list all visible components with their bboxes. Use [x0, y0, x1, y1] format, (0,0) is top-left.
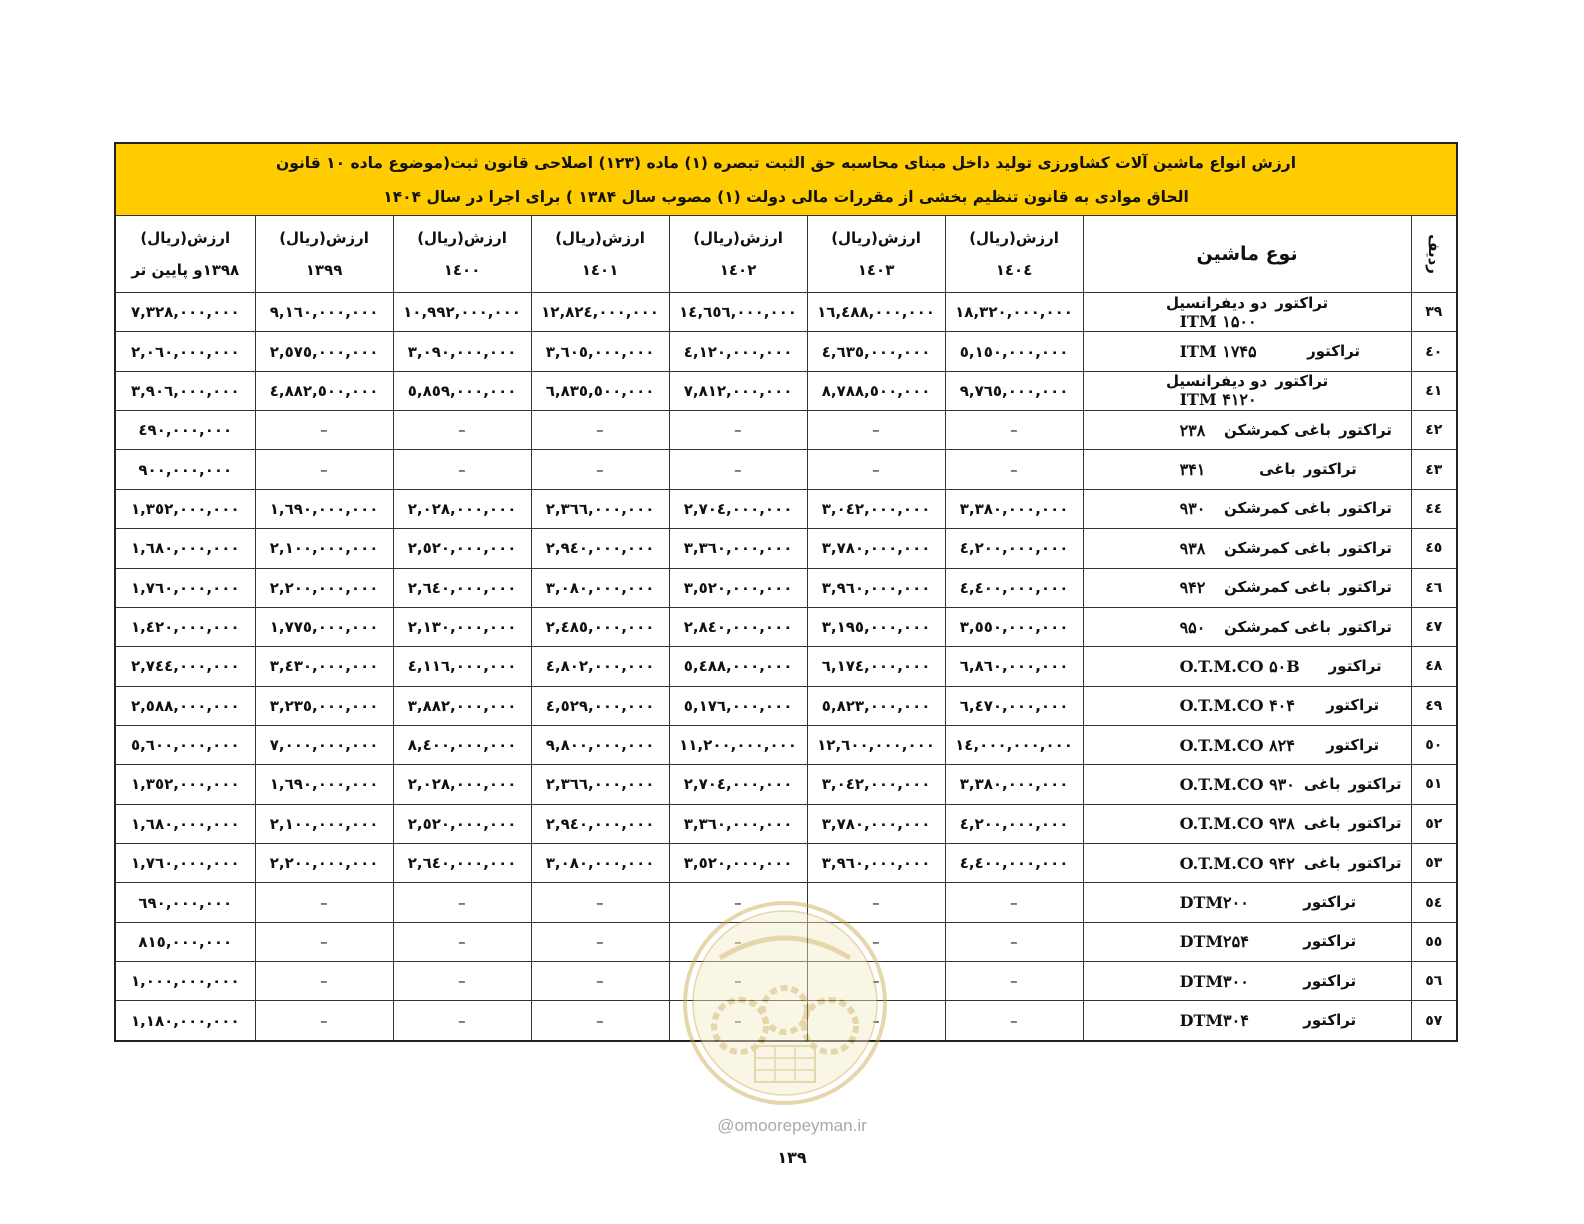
machine-type: تراکتور [1348, 774, 1402, 793]
value-cell-year-1: ٥,٨٢٣,٠٠٠,٠٠٠ [807, 686, 945, 725]
value-cell-year-3: – [531, 922, 669, 961]
page-number: ۱۳۹ [777, 1148, 807, 1167]
machine-name-cell [1083, 883, 1411, 922]
machine-subtype: باغی کمرشکن [1223, 578, 1331, 597]
value-cell-year-3: – [531, 883, 669, 922]
machine-type: تراکتور [1338, 499, 1392, 518]
value-cell-year-0: – [945, 411, 1083, 450]
machine-name-cell [1083, 568, 1411, 607]
machine-name-cell [1083, 1001, 1411, 1041]
value-cell-year-5: – [255, 922, 393, 961]
row-number: ٣٩ [1411, 293, 1457, 332]
value-cell-year-0: – [945, 962, 1083, 1001]
value-cell-year-6: ١,٠٠٠,٠٠٠,٠٠٠ [115, 962, 255, 1001]
value-cell-year-2: ١٤,٦٥٦,٠٠٠,٠٠٠ [669, 293, 807, 332]
value-cell-year-5: ١,٧٧٥,٠٠٠,٠٠٠ [255, 607, 393, 646]
value-cell-year-1: – [807, 411, 945, 450]
value-cell-year-6: ١,٧٦٠,٠٠٠,٠٠٠ [115, 568, 255, 607]
row-number: ٥٦ [1411, 962, 1457, 1001]
value-cell-year-0: – [945, 883, 1083, 922]
table-body [115, 293, 1457, 1042]
machine-model: ۹۴۲ [1179, 578, 1206, 598]
machine-name-cell [1083, 686, 1411, 725]
value-cell-year-4: – [393, 450, 531, 489]
machinery-value-table-wrapper [114, 142, 1456, 1042]
value-cell-year-2: ٣,٣٦٠,٠٠٠,٠٠٠ [669, 804, 807, 843]
value-cell-year-2: ٢,٧٠٤,٠٠٠,٠٠٠ [669, 765, 807, 804]
value-cell-year-5: – [255, 962, 393, 1001]
table-row [115, 725, 1457, 764]
value-cell-year-6: ٨١٥,٠٠٠,٠٠٠ [115, 922, 255, 961]
value-cell-year-0: ٣,٣٨٠,٠٠٠,٠٠٠ [945, 765, 1083, 804]
table-row [115, 1001, 1457, 1041]
value-cell-year-0: – [945, 1001, 1083, 1041]
table-row [115, 411, 1457, 450]
row-number: ٥٣ [1411, 844, 1457, 883]
machine-name-cell [1083, 647, 1411, 686]
table-header-row [115, 216, 1457, 293]
value-cell-year-3: – [531, 450, 669, 489]
machine-type: تراکتور [1338, 538, 1392, 557]
value-cell-year-6: ٣,٩٠٦,٠٠٠,٠٠٠ [115, 371, 255, 410]
value-cell-year-1: ٣,٧٨٠,٠٠٠,٠٠٠ [807, 804, 945, 843]
value-cell-year-6: ٦٩٠,٠٠٠,٠٠٠ [115, 883, 255, 922]
value-cell-year-6: ١,١٨٠,٠٠٠,٠٠٠ [115, 1001, 255, 1041]
value-cell-year-0: ١٤,٠٠٠,٠٠٠,٠٠٠ [945, 725, 1083, 764]
table-row [115, 450, 1457, 489]
value-cell-year-1: ٤,٦٣٥,٠٠٠,٠٠٠ [807, 332, 945, 371]
value-cell-year-0: ٩,٧٦٥,٠٠٠,٠٠٠ [945, 371, 1083, 410]
table-row [115, 489, 1457, 528]
row-number: ٥٧ [1411, 1001, 1457, 1041]
value-cell-year-3: – [531, 962, 669, 1001]
header-year-3 [531, 216, 669, 293]
value-cell-year-5: – [255, 450, 393, 489]
table-row [115, 765, 1457, 804]
machine-type: تراکتور [1275, 372, 1329, 391]
value-cell-year-1: ٣,٠٤٢,٠٠٠,٠٠٠ [807, 765, 945, 804]
value-cell-year-6: ١,٣٥٢,٠٠٠,٠٠٠ [115, 489, 255, 528]
header-value-label: ارزش(ریال) [693, 229, 783, 247]
machine-name-cell [1083, 844, 1411, 883]
value-cell-year-5: ٢,١٠٠,٠٠٠,٠٠٠ [255, 804, 393, 843]
machine-name-cell [1083, 450, 1411, 489]
value-cell-year-3: ٢,٩٤٠,٠٠٠,٠٠٠ [531, 529, 669, 568]
value-cell-year-0: ٥,١٥٠,٠٠٠,٠٠٠ [945, 332, 1083, 371]
value-cell-year-4: – [393, 883, 531, 922]
machine-type: تراکتور [1338, 578, 1392, 597]
header-year-label: ١٤٠٠ [443, 261, 481, 279]
row-number: ٥٠ [1411, 725, 1457, 764]
header-year-4 [393, 216, 531, 293]
machine-model: ۹۵۰ [1179, 617, 1206, 637]
value-cell-year-1: ٣,٩٦٠,٠٠٠,٠٠٠ [807, 568, 945, 607]
value-cell-year-1: ٣,٧٨٠,٠٠٠,٠٠٠ [807, 529, 945, 568]
value-cell-year-6: ٥,٦٠٠,٠٠٠,٠٠٠ [115, 725, 255, 764]
value-cell-year-3: ٢,٣٦٦,٠٠٠,٠٠٠ [531, 489, 669, 528]
value-cell-year-5: ٢,٢٠٠,٠٠٠,٠٠٠ [255, 844, 393, 883]
machine-subtype: باغی [1303, 814, 1341, 833]
value-cell-year-5: ٧,٠٠٠,٠٠٠,٠٠٠ [255, 725, 393, 764]
value-cell-year-4: ٥,٨٥٩,٠٠٠,٠٠٠ [393, 371, 531, 410]
value-cell-year-0: – [945, 922, 1083, 961]
machine-name-cell [1083, 371, 1411, 410]
value-cell-year-3: ٣,٠٨٠,٠٠٠,٠٠٠ [531, 844, 669, 883]
machine-name-cell [1083, 529, 1411, 568]
value-cell-year-1: ٨,٧٨٨,٥٠٠,٠٠٠ [807, 371, 945, 410]
machine-name-cell [1083, 332, 1411, 371]
header-value-label: ارزش(ریال) [831, 229, 921, 247]
value-cell-year-4: ٣,٨٨٢,٠٠٠,٠٠٠ [393, 686, 531, 725]
value-cell-year-2: – [669, 1001, 807, 1041]
table-row [115, 883, 1457, 922]
value-cell-year-4: ٢,٦٤٠,٠٠٠,٠٠٠ [393, 568, 531, 607]
machinery-value-table [114, 142, 1458, 1042]
value-cell-year-1: – [807, 450, 945, 489]
value-cell-year-6: ٧,٣٢٨,٠٠٠,٠٠٠ [115, 293, 255, 332]
value-cell-year-4: – [393, 1001, 531, 1041]
value-cell-year-2: ١١,٢٠٠,٠٠٠,٠٠٠ [669, 725, 807, 764]
row-number: ٤٥ [1411, 529, 1457, 568]
value-cell-year-2: – [669, 922, 807, 961]
table-title-row [115, 143, 1457, 216]
value-cell-year-4: ٢,٦٤٠,٠٠٠,٠٠٠ [393, 844, 531, 883]
machine-subtype: باغی [1303, 853, 1341, 872]
header-year-label: ١٤٠٤ [995, 261, 1033, 279]
machine-model: O.T.M.CO ۹۳۸ [1179, 814, 1295, 834]
header-value-label: ارزش(ریال) [969, 229, 1059, 247]
value-cell-year-2: – [669, 450, 807, 489]
header-year-0 [945, 216, 1083, 293]
value-cell-year-2: ٢,٧٠٤,٠٠٠,٠٠٠ [669, 489, 807, 528]
machine-model: ۹۳۰ [1179, 499, 1206, 519]
row-number: ٥٥ [1411, 922, 1457, 961]
machine-model: ۹۳۸ [1179, 538, 1206, 558]
row-number: ٥٢ [1411, 804, 1457, 843]
value-cell-year-1: ٣,١٩٥,٠٠٠,٠٠٠ [807, 607, 945, 646]
value-cell-year-2: ٣,٣٦٠,٠٠٠,٠٠٠ [669, 529, 807, 568]
machine-model: ITM ۱۵۰۰ [1179, 311, 1257, 331]
table-row [115, 529, 1457, 568]
header-year-5 [255, 216, 393, 293]
header-value-label: ارزش(ریال) [140, 229, 231, 247]
value-cell-year-3: ٣,٠٨٠,٠٠٠,٠٠٠ [531, 568, 669, 607]
machine-model: O.T.M.CO ۴۰۴ [1179, 696, 1295, 716]
machine-type: تراکتور [1348, 853, 1402, 872]
row-number: ٤٩ [1411, 686, 1457, 725]
row-number: ٥١ [1411, 765, 1457, 804]
machine-model: O.T.M.CO ۹۴۲ [1179, 853, 1295, 873]
value-cell-year-0: ٤,٢٠٠,٠٠٠,٠٠٠ [945, 529, 1083, 568]
table-title [115, 143, 1457, 216]
table-row [115, 804, 1457, 843]
value-cell-year-1: ٦,١٧٤,٠٠٠,٠٠٠ [807, 647, 945, 686]
machine-subtype: باغی کمرشکن [1223, 420, 1331, 439]
machine-name-cell [1083, 765, 1411, 804]
machine-type: تراکتور [1326, 735, 1380, 754]
value-cell-year-4: ٢,٠٢٨,٠٠٠,٠٠٠ [393, 489, 531, 528]
machine-subtype: باغی کمرشکن [1223, 538, 1331, 557]
header-value-label: ارزش(ریال) [279, 229, 369, 247]
value-cell-year-6: ١,٦٨٠,٠٠٠,٠٠٠ [115, 529, 255, 568]
value-cell-year-3: ٩,٨٠٠,٠٠٠,٠٠٠ [531, 725, 669, 764]
table-row [115, 293, 1457, 332]
machine-type: تراکتور [1338, 420, 1392, 439]
value-cell-year-3: ٤,٨٠٢,٠٠٠,٠٠٠ [531, 647, 669, 686]
value-cell-year-0: ٦,٤٧٠,٠٠٠,٠٠٠ [945, 686, 1083, 725]
machine-name-cell [1083, 489, 1411, 528]
value-cell-year-0: ٤,٤٠٠,٠٠٠,٠٠٠ [945, 568, 1083, 607]
header-year-label: ١٣٩٩ [305, 261, 343, 279]
watermark-text: @omoorepeyman.ir [717, 1116, 867, 1135]
value-cell-year-3: ٦,٨٣٥,٥٠٠,٠٠٠ [531, 371, 669, 410]
value-cell-year-5: ٣,٤٣٠,٠٠٠,٠٠٠ [255, 647, 393, 686]
machine-type: تراکتور [1303, 460, 1357, 479]
value-cell-year-5: ١,٦٩٠,٠٠٠,٠٠٠ [255, 765, 393, 804]
machine-name-cell [1083, 607, 1411, 646]
value-cell-year-6: ٢,٧٤٤,٠٠٠,٠٠٠ [115, 647, 255, 686]
header-value-label: ارزش(ریال) [417, 229, 507, 247]
machine-type: تراکتور [1303, 1011, 1357, 1030]
value-cell-year-1: ١٦,٤٨٨,٠٠٠,٠٠٠ [807, 293, 945, 332]
value-cell-year-0: ٣,٣٨٠,٠٠٠,٠٠٠ [945, 489, 1083, 528]
value-cell-year-4: ٣,٠٩٠,٠٠٠,٠٠٠ [393, 332, 531, 371]
value-cell-year-4: ٢,٠٢٨,٠٠٠,٠٠٠ [393, 765, 531, 804]
value-cell-year-6: ١,٧٦٠,٠٠٠,٠٠٠ [115, 844, 255, 883]
value-cell-year-5: – [255, 883, 393, 922]
value-cell-year-4: – [393, 922, 531, 961]
machine-type: تراکتور [1328, 656, 1382, 675]
table-row [115, 922, 1457, 961]
machine-model: O.T.M.CO ۹۳۰ [1179, 774, 1295, 794]
value-cell-year-6: ١,٦٨٠,٠٠٠,٠٠٠ [115, 804, 255, 843]
value-cell-year-6: ١,٣٥٢,٠٠٠,٠٠٠ [115, 765, 255, 804]
row-number: ٤١ [1411, 371, 1457, 410]
value-cell-year-1: – [807, 1001, 945, 1041]
value-cell-year-5: ٢,٢٠٠,٠٠٠,٠٠٠ [255, 568, 393, 607]
machine-subtype: باغی [1303, 774, 1341, 793]
value-cell-year-3: ٤,٥٢٩,٠٠٠,٠٠٠ [531, 686, 669, 725]
machine-model: O.T.M.CO ۵۰B [1179, 656, 1300, 676]
machine-model: DTM۳۰۴ [1179, 1011, 1249, 1031]
value-cell-year-3: ٢,٤٨٥,٠٠٠,٠٠٠ [531, 607, 669, 646]
value-cell-year-5: ٣,٢٣٥,٠٠٠,٠٠٠ [255, 686, 393, 725]
machine-subtype: دو دیفرانسیل [1165, 372, 1268, 391]
machine-model: DTM۳۰۰ [1179, 971, 1249, 991]
value-cell-year-3: ١٢,٨٢٤,٠٠٠,٠٠٠ [531, 293, 669, 332]
value-cell-year-4: – [393, 411, 531, 450]
value-cell-year-6: ١,٤٢٠,٠٠٠,٠٠٠ [115, 607, 255, 646]
value-cell-year-1: – [807, 883, 945, 922]
row-number: ٤٢ [1411, 411, 1457, 450]
value-cell-year-0: ٣,٥٥٠,٠٠٠,٠٠٠ [945, 607, 1083, 646]
machine-type: تراکتور [1326, 696, 1380, 715]
value-cell-year-0: – [945, 450, 1083, 489]
value-cell-year-3: – [531, 1001, 669, 1041]
value-cell-year-6: ٩٠٠,٠٠٠,٠٠٠ [115, 450, 255, 489]
machine-name-cell [1083, 804, 1411, 843]
value-cell-year-0: ٤,٢٠٠,٠٠٠,٠٠٠ [945, 804, 1083, 843]
header-year-2 [669, 216, 807, 293]
value-cell-year-2: ٥,١٧٦,٠٠٠,٠٠٠ [669, 686, 807, 725]
value-cell-year-2: – [669, 411, 807, 450]
machine-model: ۲۳۸ [1179, 420, 1206, 440]
value-cell-year-3: ٢,٣٦٦,٠٠٠,٠٠٠ [531, 765, 669, 804]
machine-subtype: باغی کمرشکن [1223, 499, 1331, 518]
value-cell-year-1: – [807, 962, 945, 1001]
value-cell-year-4: ٢,٥٢٠,٠٠٠,٠٠٠ [393, 804, 531, 843]
value-cell-year-1: ١٢,٦٠٠,٠٠٠,٠٠٠ [807, 725, 945, 764]
table-row [115, 844, 1457, 883]
machine-model: DTM۲۰۰ [1179, 893, 1249, 913]
header-machine-type: نوع ماشین [1083, 216, 1411, 293]
machine-type: تراکتور [1303, 971, 1357, 990]
row-number: ٤٤ [1411, 489, 1457, 528]
value-cell-year-4: ٤,١١٦,٠٠٠,٠٠٠ [393, 647, 531, 686]
machine-model: ITM ۴۱۲۰ [1179, 390, 1257, 410]
row-number: ٤٨ [1411, 647, 1457, 686]
machine-type: تراکتور [1338, 617, 1392, 636]
header-year-1 [807, 216, 945, 293]
value-cell-year-2: – [669, 962, 807, 1001]
machine-type: تراکتور [1303, 893, 1357, 912]
machine-model: O.T.M.CO ۸۲۴ [1179, 735, 1295, 755]
value-cell-year-5: – [255, 411, 393, 450]
value-cell-year-2: ٥,٤٨٨,٠٠٠,٠٠٠ [669, 647, 807, 686]
header-year-6 [115, 216, 255, 293]
row-number: ٤٣ [1411, 450, 1457, 489]
value-cell-year-3: – [531, 411, 669, 450]
header-year-label: ١٤٠٢ [719, 261, 757, 279]
machine-name-cell [1083, 725, 1411, 764]
value-cell-year-6: ٤٩٠,٠٠٠,٠٠٠ [115, 411, 255, 450]
value-cell-year-4: ١٠,٩٩٢,٠٠٠,٠٠٠ [393, 293, 531, 332]
machine-subtype: باغی کمرشکن [1223, 617, 1331, 636]
value-cell-year-2: – [669, 883, 807, 922]
value-cell-year-4: ٢,٥٢٠,٠٠٠,٠٠٠ [393, 529, 531, 568]
header-year-label: ١٤٠١ [581, 261, 619, 279]
value-cell-year-5: ٢,١٠٠,٠٠٠,٠٠٠ [255, 529, 393, 568]
machine-name-cell [1083, 411, 1411, 450]
table-row [115, 647, 1457, 686]
value-cell-year-1: ٣,٩٦٠,٠٠٠,٠٠٠ [807, 844, 945, 883]
value-cell-year-0: ١٨,٣٢٠,٠٠٠,٠٠٠ [945, 293, 1083, 332]
machine-model: DTM۲۵۴ [1179, 932, 1249, 952]
header-row-number: ردیف [1411, 216, 1457, 293]
value-cell-year-2: ٤,١٢٠,٠٠٠,٠٠٠ [669, 332, 807, 371]
machine-subtype: دو دیفرانسیل [1165, 293, 1268, 312]
value-cell-year-3: ٣,٦٠٥,٠٠٠,٠٠٠ [531, 332, 669, 371]
value-cell-year-6: ٢,٥٨٨,٠٠٠,٠٠٠ [115, 686, 255, 725]
value-cell-year-5: ١,٦٩٠,٠٠٠,٠٠٠ [255, 489, 393, 528]
machine-type: تراکتور [1307, 342, 1361, 361]
machine-name-cell [1083, 922, 1411, 961]
value-cell-year-4: – [393, 962, 531, 1001]
value-cell-year-5: ٢,٥٧٥,٠٠٠,٠٠٠ [255, 332, 393, 371]
value-cell-year-0: ٦,٨٦٠,٠٠٠,٠٠٠ [945, 647, 1083, 686]
machine-name-cell [1083, 293, 1411, 332]
table-row [115, 607, 1457, 646]
value-cell-year-2: ٣,٥٢٠,٠٠٠,٠٠٠ [669, 844, 807, 883]
value-cell-year-4: ٨,٤٠٠,٠٠٠,٠٠٠ [393, 725, 531, 764]
machine-type: تراکتور [1275, 293, 1329, 312]
table-row [115, 568, 1457, 607]
value-cell-year-4: ٢,١٣٠,٠٠٠,٠٠٠ [393, 607, 531, 646]
value-cell-year-5: ٩,١٦٠,٠٠٠,٠٠٠ [255, 293, 393, 332]
table-row [115, 371, 1457, 410]
machine-type: تراکتور [1348, 814, 1402, 833]
header-value-label: ارزش(ریال) [555, 229, 645, 247]
row-number: ٤٧ [1411, 607, 1457, 646]
value-cell-year-5: – [255, 1001, 393, 1041]
value-cell-year-2: ٧,٨١٢,٠٠٠,٠٠٠ [669, 371, 807, 410]
machine-type: تراکتور [1303, 932, 1357, 951]
header-year-label: ١٣٩٨و پایین تر [131, 261, 240, 279]
table-title-line-2: الحاق موادی به قانون تنظیم بخشی از مقررات مالی دولت (۱) مصوب سال ۱۳۸۴ ) برای اجرا در سال ۱۴۰۴ [383, 187, 1189, 206]
header-year-label: ١٤٠٣ [857, 261, 895, 279]
value-cell-year-3: ٢,٩٤٠,٠٠٠,٠٠٠ [531, 804, 669, 843]
machine-subtype: باغی [1259, 460, 1296, 479]
row-number: ٥٤ [1411, 883, 1457, 922]
machine-model: ITM ۱۷۴۵ [1179, 342, 1257, 362]
table-row [115, 332, 1457, 371]
value-cell-year-1: – [807, 922, 945, 961]
table-title-line-1: ارزش انواع ماشین آلات کشاورزی تولید داخل مبنای محاسبه حق الثبت تبصره (۱) ماده (۱۲۳) اصلاحی قانون ثبت(موضوع ماده ۱۰ قانون [276, 153, 1297, 172]
row-number: ٤٦ [1411, 568, 1457, 607]
value-cell-year-2: ٣,٥٢٠,٠٠٠,٠٠٠ [669, 568, 807, 607]
value-cell-year-5: ٤,٨٨٢,٥٠٠,٠٠٠ [255, 371, 393, 410]
machine-model: ۳۴۱ [1179, 460, 1206, 480]
table-row [115, 962, 1457, 1001]
row-number: ٤٠ [1411, 332, 1457, 371]
value-cell-year-2: ٢,٨٤٠,٠٠٠,٠٠٠ [669, 607, 807, 646]
table-row [115, 686, 1457, 725]
machine-name-cell [1083, 962, 1411, 1001]
value-cell-year-6: ٢,٠٦٠,٠٠٠,٠٠٠ [115, 332, 255, 371]
value-cell-year-0: ٤,٤٠٠,٠٠٠,٠٠٠ [945, 844, 1083, 883]
value-cell-year-1: ٣,٠٤٢,٠٠٠,٠٠٠ [807, 489, 945, 528]
